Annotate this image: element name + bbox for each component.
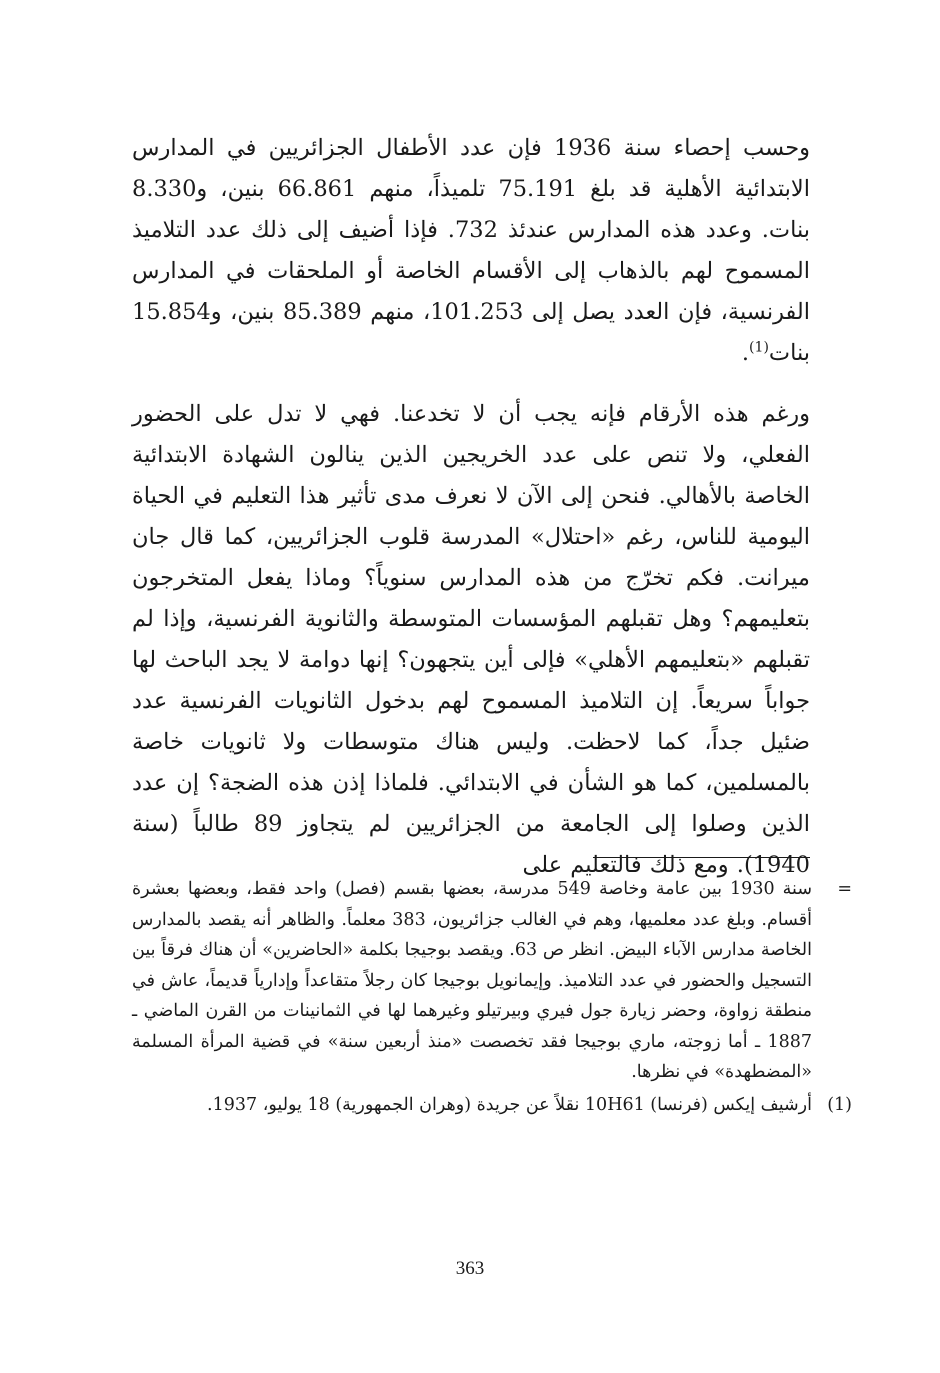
paragraph-1 [132,128,810,374]
footnote-reference: (1) [749,339,769,356]
page-number: 363 [455,1258,485,1279]
paragraph-2 [132,394,810,886]
footnote-1 [132,1090,852,1121]
footnote-1-text: أرشيف إيكس (فرنسا) 10H61 نقلاً عن جريدة (وهران الجمهورية) 18 يوليو، 1937. [207,1094,812,1115]
paragraph-1-text: وحسب إحصاء سنة 1936 فإن عدد الأطفال الجزائريين في المدارس الابتدائية الأهلية قد بلغ 75.191 تلميذاً، منهم 66.861 بنين، و8.330 بنات. وعدد هذه المدارس عندئذ 732. فإذا أضيف إلى ذلك عدد التلاميذ المسموح لهم بالذهاب إلى الأقسام الخاصة أو الملحقات في المدارس الفرنسية، فإن العدد يصل إلى 101.253، منهم 85.389 بنين، و15.854 بنات [132,135,810,366]
footnote-separator [593,857,810,858]
paragraph-2-text: ورغم هذه الأرقام فإنه يجب أن لا تخدعنا. فهي لا تدل على الحضور الفعلي، ولا تنص على عدد الخريجين الذين ينالون الشهادة الابتدائية الخاصة بالأهالي. فنحن إلى الآن لا نعرف مدى تأثير هذا التعليم في الحياة اليومية للناس، رغم «احتلال» المدرسة قلوب الجزائريين، كما قال جان ميرانت. فكم تخرّج من هذه المدارس سنوياً؟ وماذا يفعل المتخرجون بتعليمهم؟ وهل تقبلهم المؤسسات المتوسطة والثانوية الفرنسية، وإذا لم تقبلهم «بتعليمهم الأهلي» فإلى أين يتجهون؟ إنها دوامة لا يجد الباحث لها جواباً سريعاً. إن التلاميذ المسموح لهم بدخول الثانويات الفرنسية عدد ضئيل جداً، كما لاحظت. وليس هناك متوسطات ولا ثانويات خاصة بالمسلمين، كما هو الشأن في الابتدائي. فلماذا إذن هذه الضجة؟ إن عدد الذين وصلوا إلى الجامعة من الجزائريين لم يتجاوز 89 طالباً (سنة 1940). ومع ذلك فالتعليم على [132,401,810,878]
footnote-continued [132,874,852,1088]
footnote-continued-marker: = [837,879,852,899]
footnote-1-marker: (1) [827,1094,852,1115]
main-text [132,128,810,886]
footnote-continued-text: سنة 1930 بين عامة وخاصة 549 مدرسة، بعضها بقسم (فصل) واحد فقط، وبعضها بعشرة أقسام. وبلغ عدد معلميها، وهم في الغالب جزائريون، 383 معلماً. والظاهر أنه يقصد بالمدارس الخاصة مدارس الآباء البيض. انظر ص 63. ويقصد بوجيجا بكلمة «الحاضرين» أن هناك فرقاً بين التسجيل والحضور في عدد التلاميذ. وإيمانويل بوجيجا كان رجلاً متقاعداً وإدارياً قديماً، عاش في منطقة زواوة، وحضر زيارة جول فيري وبيرتيلو وغيرهما لها في الثمانينات من القرن الماضي ـ 1887 ـ أما زوجته، ماري بوجيجا فقد تخصصت «منذ أربعين سنة» في قضية المرأة المسلمة «المضطهدة» في نظرها. [132,879,813,1082]
footnotes [132,874,852,1120]
paragraph-1-tail: . [741,340,750,366]
